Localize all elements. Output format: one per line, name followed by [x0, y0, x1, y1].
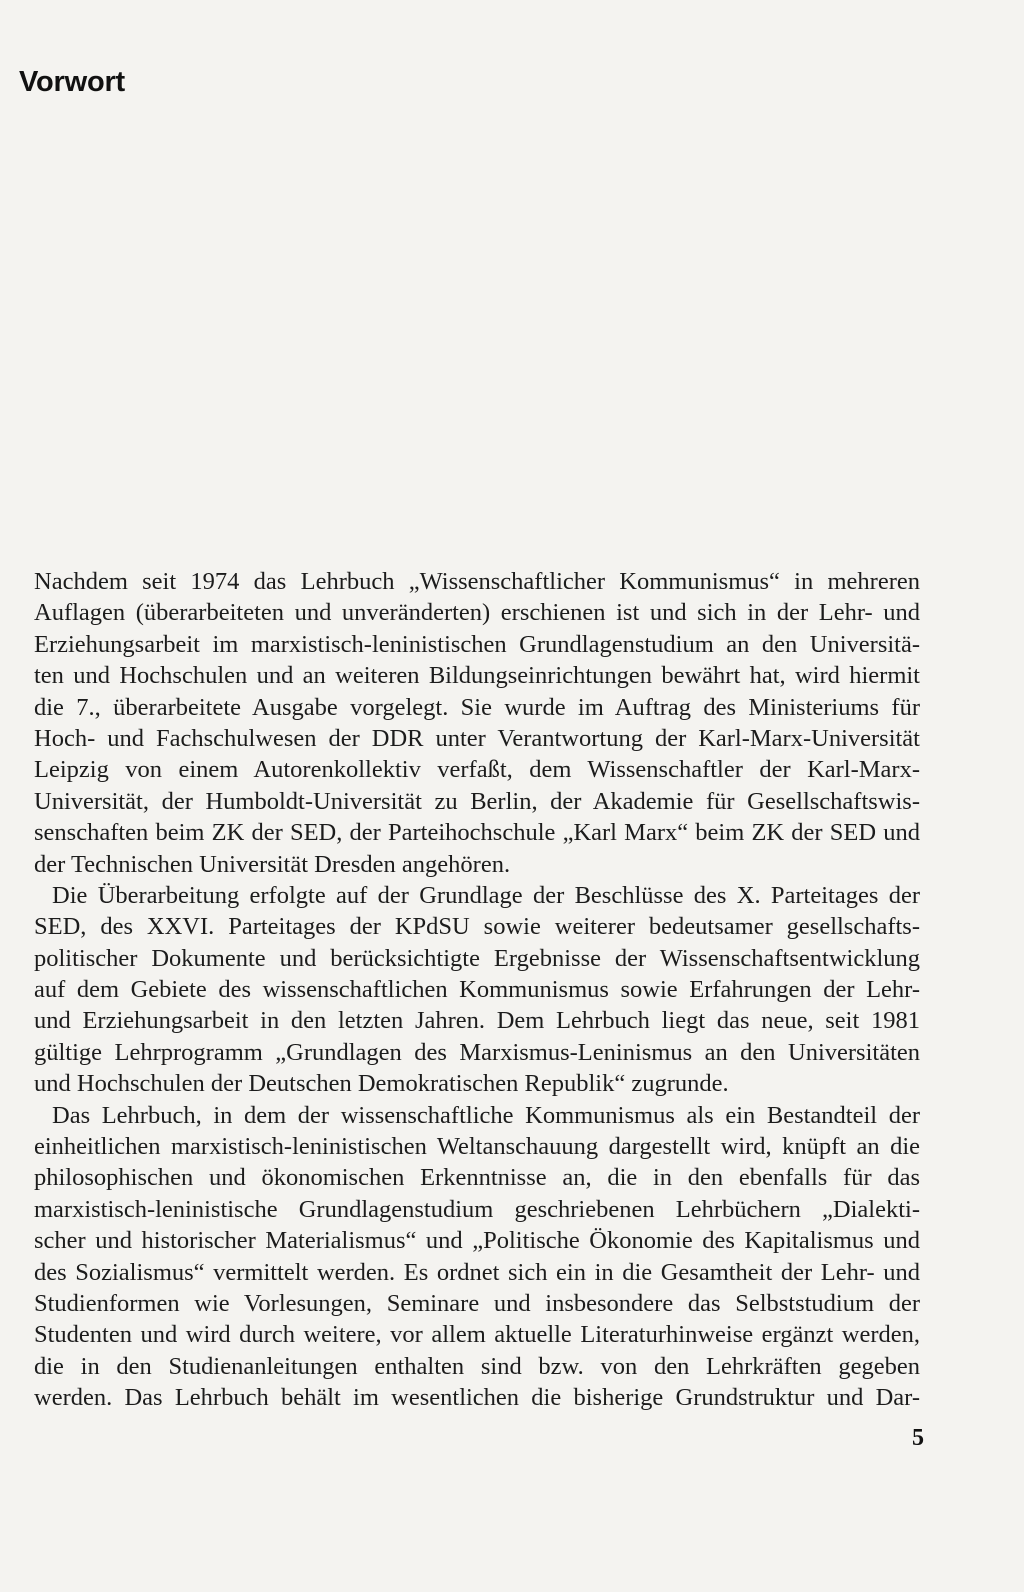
text-line: gültige Lehrprogramm „Grundlagen des Marxismus-Leninismus an den Universitäten — [34, 1038, 920, 1066]
text-line: einheitlichen marxistisch-leninistischen Weltanschauung dargestellt wird, knüpft an die — [34, 1133, 920, 1161]
body-text — [34, 566, 920, 1414]
text-line: philosophischen und ökonomischen Erkenntnisse an, die in den ebenfalls für das — [34, 1164, 920, 1192]
text-line: Studienformen wie Vorlesungen, Seminare und insbesondere das Selbststudium der — [34, 1289, 920, 1317]
text-line: des Sozialismus“ vermittelt werden. Es ordnet sich ein in die Gesamtheit der Lehr- und — [34, 1258, 920, 1286]
text-line: die 7., überarbeitete Ausgabe vorgelegt. Sie wurde im Auftrag des Ministeriums für — [34, 693, 920, 721]
text-line: Universität, der Humboldt-Universität zu Berlin, der Akademie für Gesellschaftswis- — [34, 787, 920, 815]
text-line: Das Lehrbuch, in dem der wissenschaftliche Kommunismus als ein Bestandteil der — [52, 1101, 920, 1129]
text-line: Leipzig von einem Autorenkollektiv verfaßt, dem Wissenschaftler der Karl-Marx- — [34, 756, 920, 784]
text-line: die in den Studienanleitungen enthalten sind bzw. von den Lehrkräften gegeben — [34, 1352, 920, 1380]
text-line: und Erziehungsarbeit in den letzten Jahren. Dem Lehrbuch liegt das neue, seit 1981 — [34, 1007, 920, 1035]
text-line: Die Überarbeitung erfolgte auf der Grundlage der Beschlüsse des X. Parteitages der — [52, 881, 920, 909]
text-line: Auflagen (überarbeiteten und unveränderten) erschienen ist und sich in der Lehr- und — [34, 599, 920, 627]
text-line: politischer Dokumente und berücksichtigte Ergebnisse der Wissenschaftsentwicklung — [34, 944, 920, 972]
text-line: werden. Das Lehrbuch behält im wesentlichen die bisherige Grundstruktur und Dar- — [34, 1384, 920, 1412]
text-line: marxistisch-leninistische Grundlagenstudium geschriebenen Lehrbüchern „Dialekti- — [34, 1195, 920, 1223]
text-line: Erziehungsarbeit im marxistisch-leninistischen Grundlagenstudium an den Universitä- — [34, 630, 920, 658]
text-line: auf dem Gebiete des wissenschaftlichen Kommunismus sowie Erfahrungen der Lehr- — [34, 976, 920, 1004]
page-number: 5 — [912, 1425, 924, 1451]
text-line: Studenten und wird durch weitere, vor allem aktuelle Literaturhinweise ergänzt werden, — [34, 1321, 920, 1349]
text-line: ten und Hochschulen und an weiteren Bildungseinrichtungen bewährt hat, wird hiermit — [34, 662, 920, 690]
text-line: Nachdem seit 1974 das Lehrbuch „Wissenschaftlicher Kommunismus“ in mehreren — [34, 568, 920, 595]
text-line: und Hochschulen der Deutschen Demokratischen Republik“ zugrunde. — [34, 1070, 729, 1098]
text-line: senschaften beim ZK der SED, der Parteihochschule „Karl Marx“ beim ZK der SED und — [34, 819, 920, 847]
text-line: SED, des XXVI. Parteitages der KPdSU sowie weiterer bedeutsamer gesellschafts- — [34, 913, 920, 941]
page-heading: Vorwort — [19, 66, 126, 98]
text-line: der Technischen Universität Dresden angehören. — [34, 850, 511, 878]
text-line: scher und historischer Materialismus“ und „Politische Ökonomie des Kapitalismus und — [34, 1227, 920, 1255]
text-line: Hoch- und Fachschulwesen der DDR unter Verantwortung der Karl-Marx-Universität — [34, 724, 920, 752]
